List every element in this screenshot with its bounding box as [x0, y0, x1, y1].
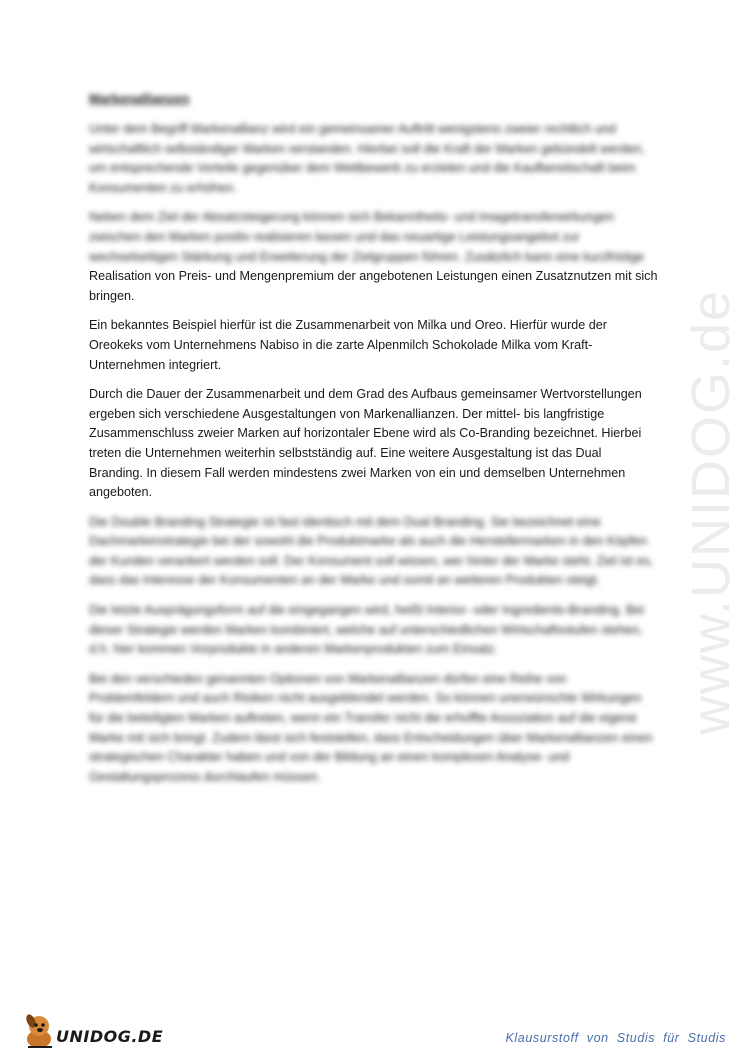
- text-line: Branding. In diesem Fall werden mindestens zwei Marken von ein und demselben Unternehmen: [89, 465, 626, 480]
- text-line: ergeben sich verschiedene Ausgestaltungen von Markenallianzen. Der mittel- bis langfristige: [89, 406, 605, 421]
- paragraph-3: [89, 316, 663, 375]
- document-title: Markenallianzen: [89, 91, 190, 106]
- watermark-text: www.UNIDOG.de: [681, 288, 741, 735]
- text-line: Oreokeks vom Unternehmens Nabiso in die zarte Alpenmilch Schokolade Milka vom Kraft-: [89, 337, 593, 352]
- text-line: Gestaltungsprozess durchlaufen müssen.: [89, 769, 321, 784]
- text-line: d.h. hier kommen Vorprodukte in anderen Markenprodukten zum Einsatz.: [89, 642, 498, 657]
- text-line: Durch die Dauer der Zusammenarbeit und dem Grad des Aufbaus gemeinsamer Wertvorstellungen: [89, 387, 642, 402]
- text-line: strategischen Charakter haben und von der Bildung an einen komplexen Analyse- und: [89, 750, 570, 765]
- text-line: Dachmarkenstrategie bei der sowohl die Produktmarke als auch die Herstellermarken in den Köpfen: [89, 534, 647, 549]
- text-line: Neben dem Ziel der Absatzsteigerung können sich Bekanntheits- und Imagetransferwirkungen: [89, 210, 615, 225]
- paragraph-6: [89, 601, 663, 660]
- text-line: angeboten.: [89, 485, 153, 500]
- unidog-logo: [22, 1011, 162, 1051]
- text-line: treten die Unternehmen weiterhin selbstständig auf. Eine weitere Ausgestaltung ist das Dual: [89, 445, 602, 460]
- text-line: bringen.: [89, 288, 135, 303]
- text-line: Die letzte Ausprägungsform auf die eingegangen wird, heißt Interior- oder Ingredients-Branding. Bei: [89, 603, 645, 618]
- logo-text: UNIDOG.DE: [56, 1027, 164, 1046]
- text-line: Ein bekanntes Beispiel hierfür ist die Zusammenarbeit von Milka und Oreo. Hierfür wurde der: [89, 318, 607, 333]
- paragraph-4: [89, 385, 663, 503]
- document-body: [89, 90, 663, 797]
- dog-mascot-icon: [22, 1011, 58, 1051]
- text-line: dass das Interesse der Konsumenten an der Marke und somit an weiteren Produkten steigt.: [89, 573, 601, 588]
- text-line: dieser Strategie werden Marken kombiniert, welche auf unterschiedlichen Wirtschaftsstufen stehen,: [89, 622, 643, 637]
- paragraph-1: [89, 120, 663, 198]
- footer-tagline: Klausurstoff von Studis für Studis: [505, 1031, 726, 1045]
- text-line: Bei den verschieden genannten Optionen von Markenallianzen dürfen eine Reihe von: [89, 671, 567, 686]
- text-line: Zusammenschluss zweier Marken auf horizontaler Ebene wird als Co-Branding bezeichnet. Hierbei: [89, 426, 642, 441]
- text-line: der Kunden verankert werden soll. Der Konsument soll wissen, wer hinter der Marke steht. Ziel ist es,: [89, 553, 654, 568]
- text-line: Problemfeldern und auch Risiken nicht ausgeblendet werden. So können unerwünschte Wirkungen: [89, 691, 642, 706]
- text-line: Unter dem Begriff Markenallianz wird ein gemeinsamer Auftritt wenigstens zweier rechtlich und: [89, 122, 616, 136]
- paragraph-7: [89, 670, 663, 788]
- text-line: Die Double Branding Strategie ist fast identisch mit dem Dual Branding. Sie bezeichnet eine: [89, 514, 601, 529]
- text-line: Realisation von Preis- und Mengenpremium der angebotenen Leistungen einen Zusatznutzen mit sich: [89, 269, 658, 284]
- text-line: um entsprechende Vorteile gegenüber dem Wettbewerb zu erzielen und die Kaufbereitschaft beim: [89, 161, 636, 176]
- text-line: Unternehmen integriert.: [89, 357, 222, 372]
- text-line: wechselseitigen Stärkung und Erweiterung der Zielgruppen führen. Zusätzlich kann eine kurzfristige: [89, 249, 645, 264]
- text-line: für die beteiligten Marken auftreten, wenn ein Transfer nicht die erhoffte Assoziation auf die eigene: [89, 711, 637, 726]
- text-line: Marke mit sich bringt. Zudem lässt sich feststellen, dass Entscheidungen über Markenallianzen einen: [89, 730, 653, 745]
- text-line: Konsumenten zu erhöhen.: [89, 180, 237, 195]
- paragraph-5: [89, 513, 663, 591]
- paragraph-2: [89, 208, 663, 306]
- text-line: wirtschaftlich selbständiger Marken verstanden. Hierbei soll die Kraft der Marken gebündelt werden,: [89, 141, 645, 156]
- text-line: zwischen den Marken positiv realisieren lassen und das neuartige Leistungsangebot zur: [89, 229, 580, 244]
